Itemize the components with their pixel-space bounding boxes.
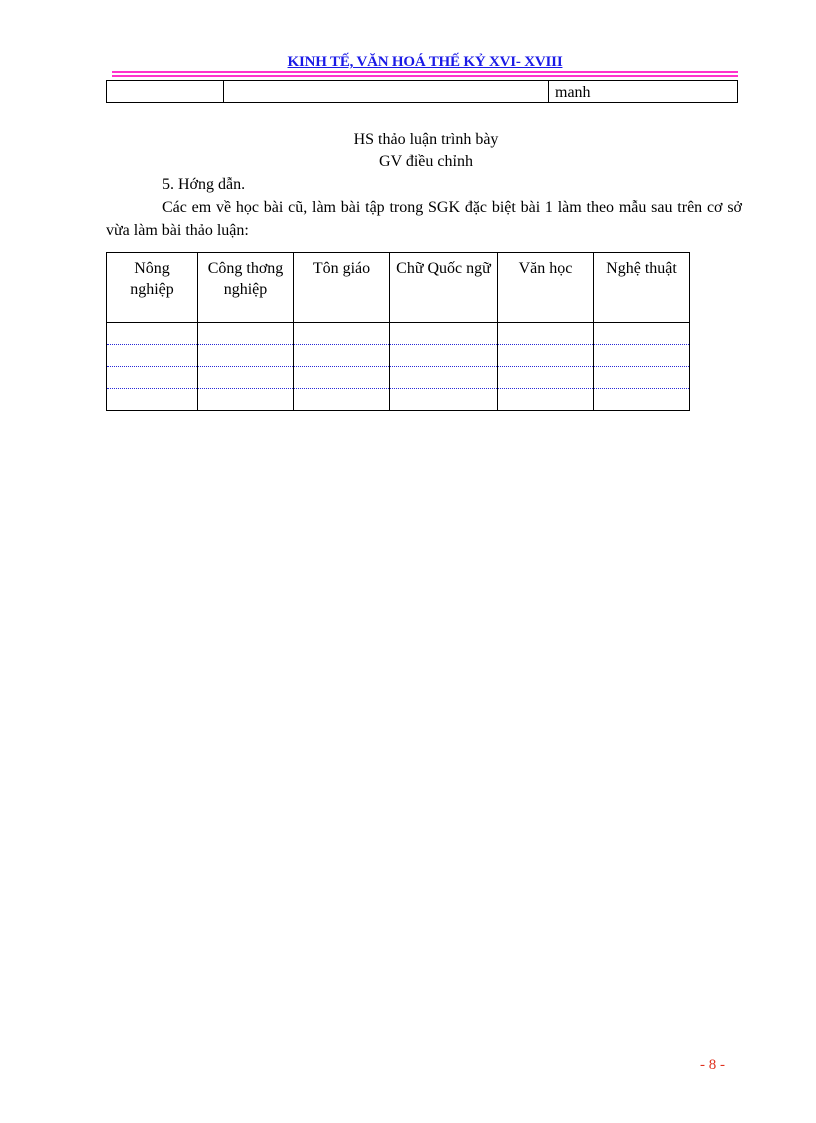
section-heading: 5. Hớng dẫn. (162, 176, 246, 193)
column-header: Công thơng nghiệp (198, 253, 294, 323)
teacher-adjust-line: GV điều chỉnh (379, 153, 473, 170)
table-row (107, 367, 690, 389)
table-header-row (107, 253, 690, 323)
column-header: Chữ Quốc ngữ (390, 253, 498, 323)
header-rule-bottom (112, 75, 738, 77)
column-header: Nghệ thuật (594, 253, 690, 323)
table-cell (224, 81, 549, 103)
header-rule-top (112, 71, 738, 73)
column-header: Tôn giáo (294, 253, 390, 323)
table-row (107, 345, 690, 367)
table-row (107, 389, 690, 411)
page-header-title: KINH TẾ, VĂN HOÁ THẾ KỶ XVI- XVIII (287, 54, 563, 70)
continued-table-row (106, 80, 738, 103)
table-row (107, 323, 690, 345)
table-row (107, 81, 738, 103)
table-cell: manh (549, 81, 738, 103)
column-header: Văn học (498, 253, 594, 323)
table-cell (107, 81, 224, 103)
exercise-table (106, 252, 690, 411)
column-header: Nông nghiệp (107, 253, 198, 323)
discussion-line: HS thảo luận trình bày (353, 131, 499, 148)
page-number: - 8 - (700, 1057, 725, 1073)
instruction-paragraph: Các em về học bài cũ, làm bài tập trong SGK đặc biệt bài 1 làm theo mẫu sau trên cơ sở vừa làm bài thảo luận: (106, 199, 742, 239)
